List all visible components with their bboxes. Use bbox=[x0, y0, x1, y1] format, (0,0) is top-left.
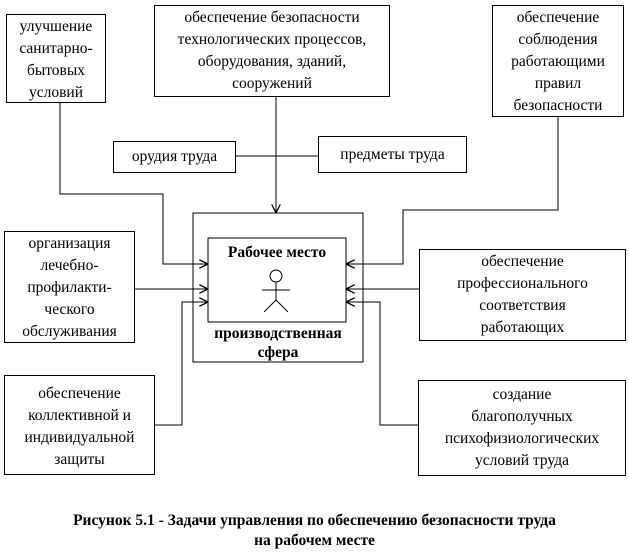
box-sanitary: улучшение санитарно- бытовых условий bbox=[6, 14, 106, 103]
box-rules: обеспечение соблюдения работающими правил безопасности bbox=[492, 5, 624, 117]
box-protection: обеспечение коллективной и индивидуальной защиты bbox=[4, 375, 155, 475]
figure-caption: Рисунок 5.1 - Задачи управления по обеспечению безопасности труда на рабочем месте bbox=[73, 512, 556, 549]
box-professional: обеспечение профессионального соответствия работающих bbox=[419, 249, 626, 341]
arrow-protection bbox=[155, 302, 208, 425]
box-objects: предметы труда bbox=[318, 136, 467, 173]
box-psycho: создание благополучных психофизиологических условий труда bbox=[418, 380, 626, 476]
arrow-psycho bbox=[346, 302, 418, 425]
worker-icon bbox=[262, 270, 290, 312]
box-tools: орудия труда bbox=[113, 141, 236, 173]
box-tech-safety: обеспечение безопасности технологических процессов, оборудования, зданий, сооружений bbox=[154, 5, 390, 97]
production-sphere-label: производственная сфера bbox=[214, 325, 342, 361]
box-medical: организация лечебно- профилакти- ческого обслуживания bbox=[4, 231, 135, 343]
workplace-label: Рабочее место bbox=[227, 244, 327, 261]
